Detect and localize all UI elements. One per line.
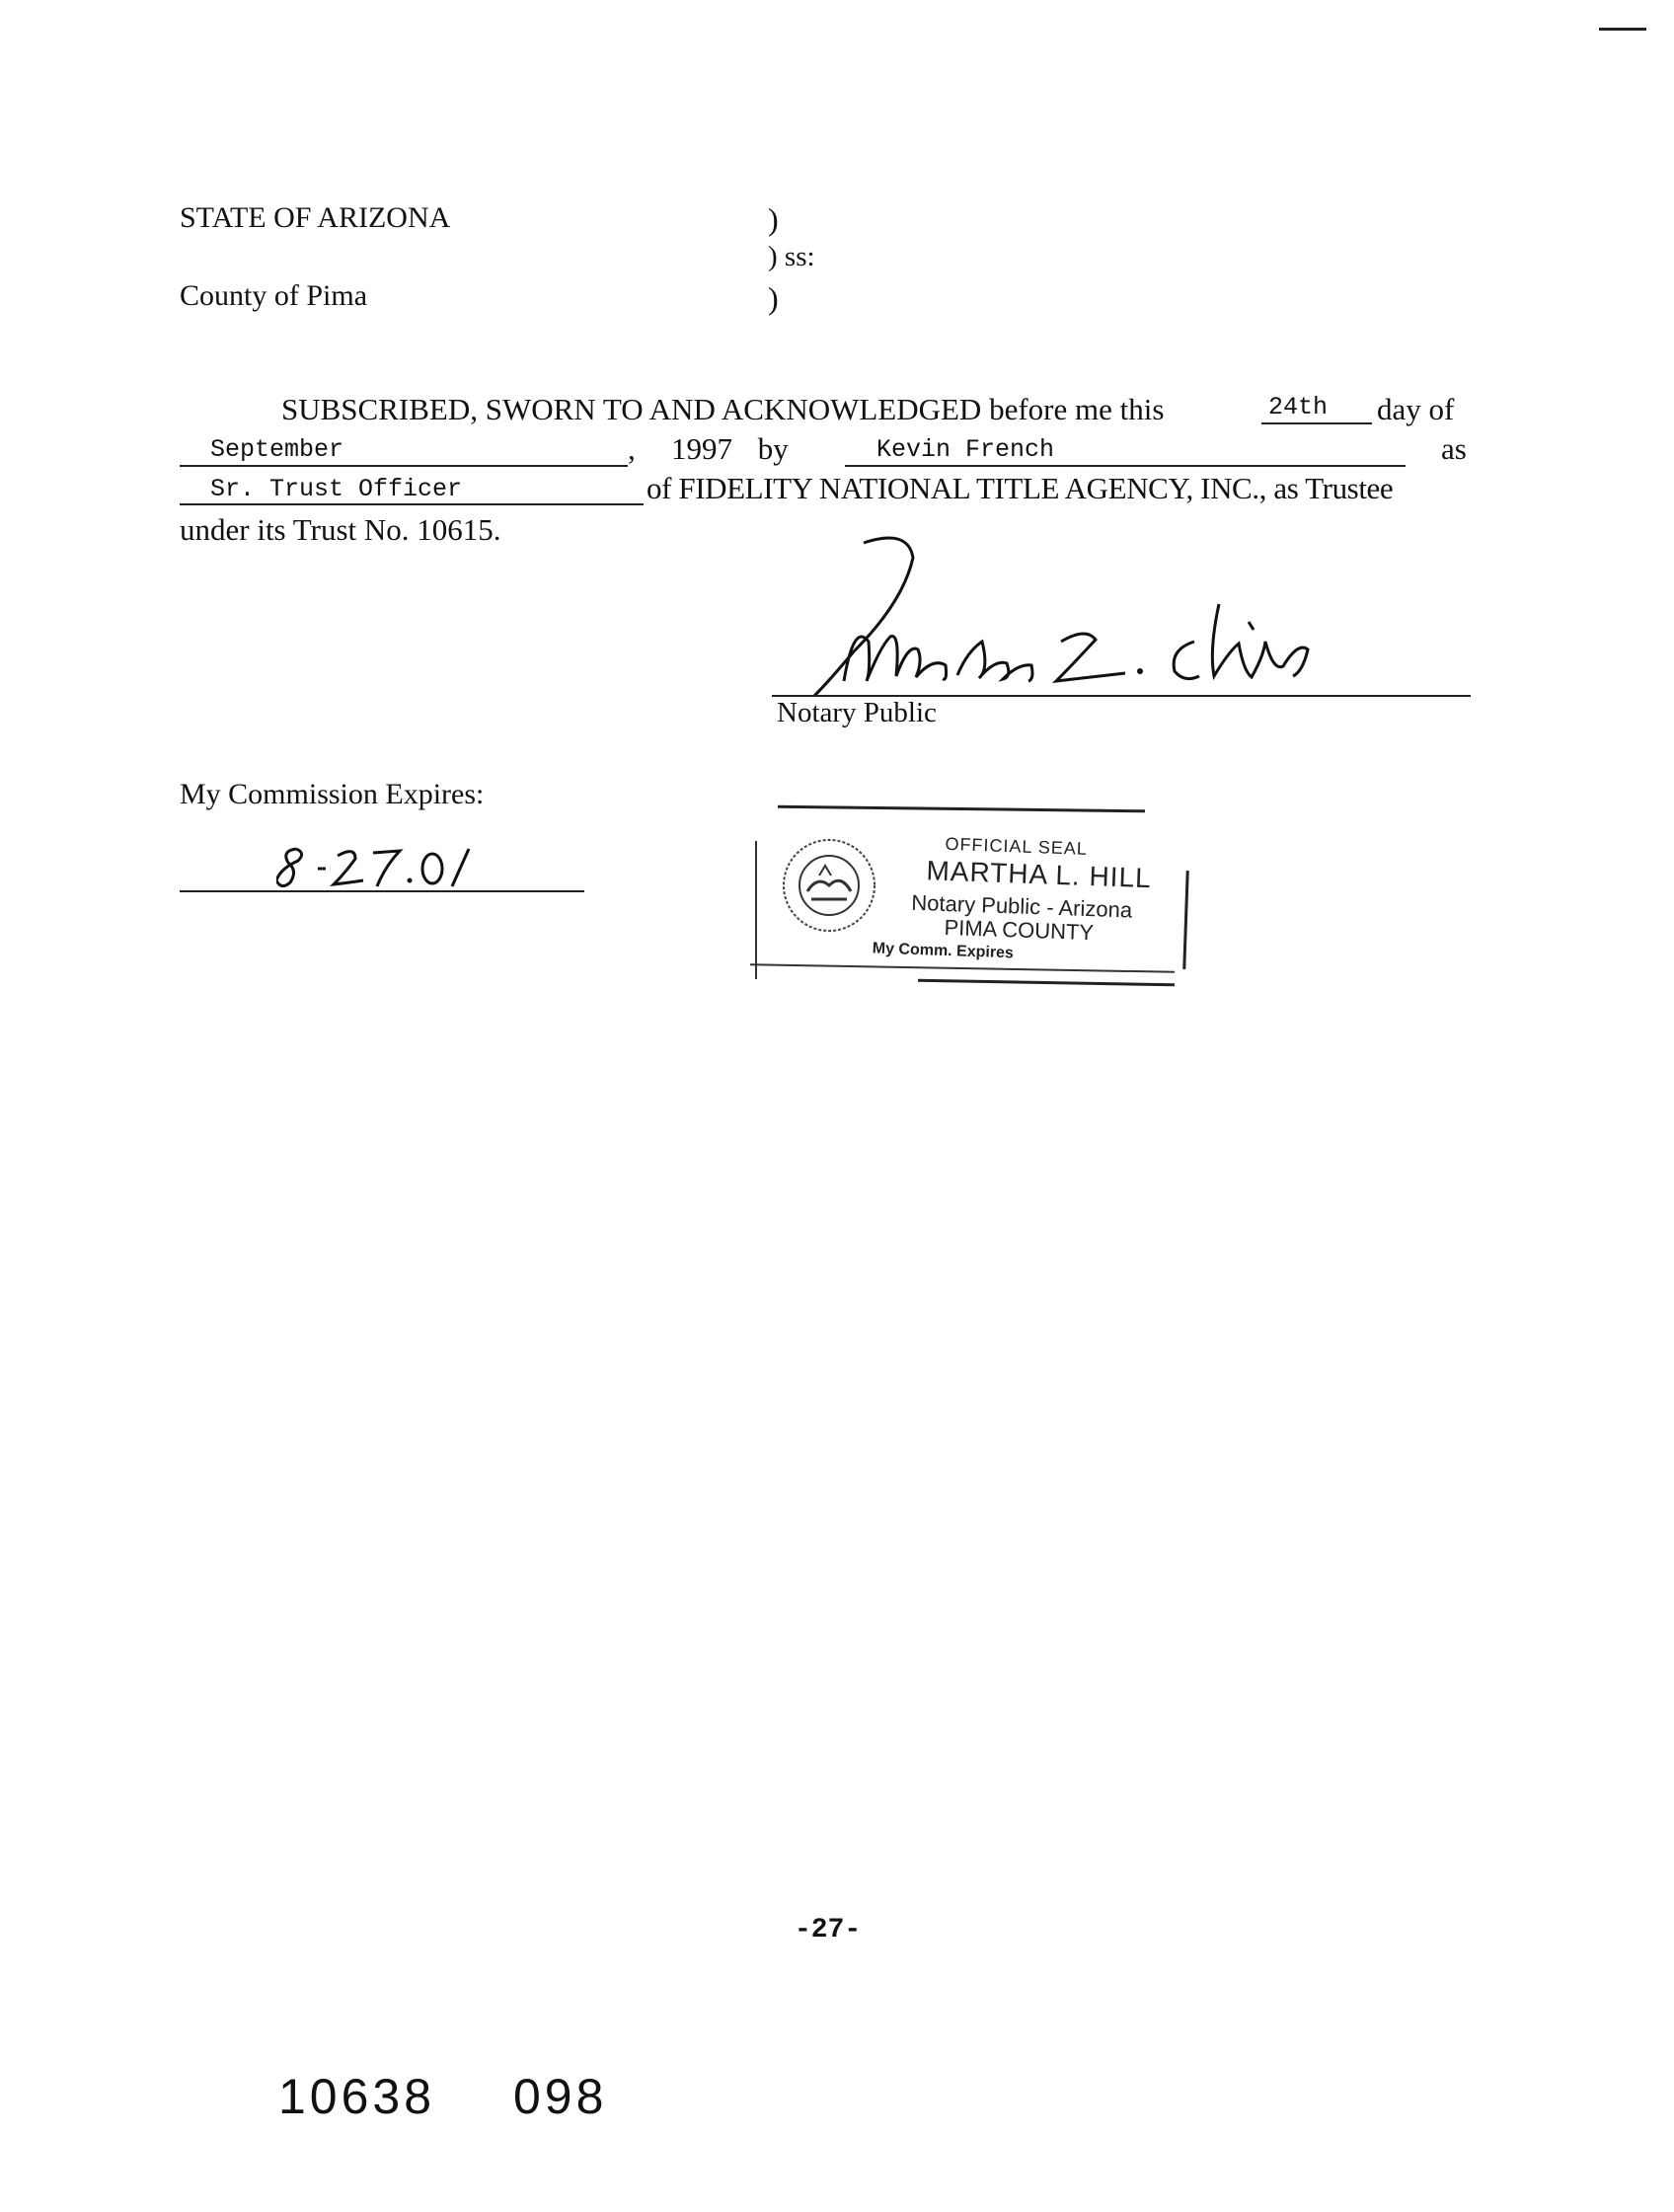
venue-paren-bottom: ) xyxy=(768,280,779,316)
jurat-year-by: 1997 by xyxy=(671,431,789,466)
page-number: -27- xyxy=(795,1915,862,1945)
title-underline xyxy=(180,503,644,505)
jurat-as: as xyxy=(1441,431,1467,466)
jurat-agency: of FIDELITY NATIONAL TITLE AGENCY, INC., as Trustee xyxy=(647,471,1394,505)
jurat-trust: under its Trust No. 10615. xyxy=(180,512,501,547)
seal-header: OFFICIAL SEAL xyxy=(945,833,1089,859)
seal-line-2: PIMA COUNTY xyxy=(944,914,1095,946)
state-seal-icon xyxy=(780,836,878,935)
jurat-title-value: Sr. Trust Officer xyxy=(210,475,463,503)
name-underline xyxy=(845,465,1406,467)
venue-paren-top: ) xyxy=(768,201,779,237)
notary-public-label: Notary Public xyxy=(777,697,937,728)
jurat-line-1: SUBSCRIBED, SWORN TO AND ACKNOWLEDGED before me this xyxy=(281,392,1165,426)
official-seal-stamp xyxy=(750,801,1194,999)
seal-line-1: Notary Public - Arizona xyxy=(911,889,1133,923)
commission-date-handwritten xyxy=(276,841,503,895)
day-underline xyxy=(1261,422,1372,424)
recording-book: 10638 xyxy=(278,2069,436,2124)
venue-ss: ) ss: xyxy=(768,241,815,272)
county-venue: County of Pima xyxy=(180,279,368,312)
notary-signature xyxy=(809,533,1323,701)
jurat-comma: , xyxy=(628,431,636,466)
corner-mark xyxy=(1599,28,1646,31)
recording-page: 098 xyxy=(513,2069,608,2124)
seal-line-3: My Comm. Expires xyxy=(872,940,1015,962)
jurat-name-value: Kevin French xyxy=(876,435,1055,464)
seal-name: MARTHA L. HILL xyxy=(926,855,1153,894)
jurat-day-of: day of xyxy=(1377,392,1455,426)
state-venue: STATE OF ARIZONA xyxy=(180,201,451,234)
jurat-day-value: 24th xyxy=(1268,393,1329,421)
commission-line xyxy=(180,890,584,892)
month-underline xyxy=(180,465,628,467)
jurat-month-value: September xyxy=(210,435,344,464)
commission-label: My Commission Expires: xyxy=(180,778,485,810)
